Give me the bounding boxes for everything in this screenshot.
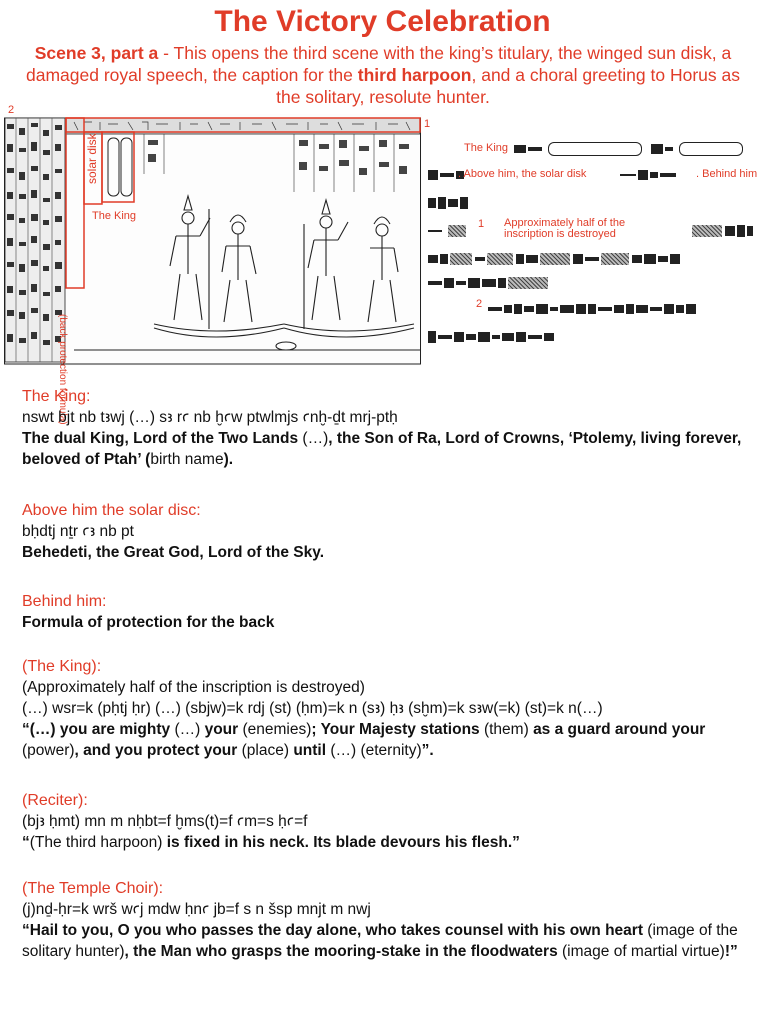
scene-intro	[18, 42, 748, 108]
translation	[22, 542, 752, 563]
section-behind-him	[22, 591, 752, 633]
translation-bold-run: “Hail to you, O you who passes the day alone, who takes counsel with his own heart	[22, 922, 648, 939]
section-reciter	[22, 790, 752, 853]
translation-run: (enemies)	[242, 721, 312, 738]
translation-run: (them)	[483, 721, 534, 738]
translation-bold-run: ).	[223, 451, 234, 468]
glyph-label-above-him: . Above him, the solar disk	[458, 168, 587, 180]
translation-run: (…)	[174, 721, 205, 738]
glyph-row-harpoon	[488, 300, 698, 314]
glyph-marker-1: 1	[478, 218, 485, 230]
relief-marker-1: 1	[424, 118, 431, 130]
glyph-row-speech-2	[428, 250, 682, 264]
translation-bold-run: , the Son of Ra, Lord of Crowns, ‘Ptolemy, living forever, beloved of Ptah’ (	[22, 430, 742, 468]
translation-run: (…) (eternity)	[330, 742, 422, 759]
intro-bold: third harpoon	[357, 65, 472, 85]
translation	[22, 428, 752, 470]
translation-bold-run: “	[22, 834, 30, 851]
intro-text-a: - This opens the third scene with the king’s titulary, the winged sun disk, a damaged royal speech, the caption for the	[26, 43, 732, 85]
translation-bold-run: is fixed in his neck. Its blade devours his flesh.”	[166, 834, 520, 851]
section-heading: Behind him:	[22, 593, 107, 610]
glyph-row-speech-1	[428, 222, 469, 236]
translation-bold-run: Formula of protection for the back	[22, 614, 275, 631]
glyph-label-destroyed: Approximately half of the inscription is destroyed	[504, 217, 626, 240]
section-king	[22, 386, 752, 470]
transliteration: bḥdtj nṯr ꜥꜣ nb pt	[22, 523, 134, 540]
translation	[22, 719, 752, 761]
translation-run: (The third harpoon)	[29, 834, 167, 851]
translation-bold-run: until	[293, 742, 331, 759]
intro-text-b: , and a choral greeting to Horus as the solitary, resolute hunter.	[276, 65, 740, 107]
destroyed-note: (Approximately half of the inscription is destroyed)	[22, 679, 365, 696]
section-solar-disc	[22, 500, 752, 563]
transliteration: (bjꜣ ḥmt) mn m nḥbt=f ḫms(t)=f ꜥm=s ḥꜥ=f	[22, 813, 308, 830]
translation-bold-run: The dual King, Lord of the Two Lands	[22, 430, 303, 447]
translation-run: (image of martial virtue)	[562, 943, 725, 960]
translation-run: (image of the solitary hunter)	[22, 922, 738, 960]
relief-label-back-protection: (back protection formula)	[57, 314, 68, 425]
page-title: The Victory Celebration	[214, 5, 551, 38]
relief-label-solar-disk: solar disk	[85, 133, 99, 184]
translation-bold-run: Behedeti, the Great God, Lord of the Sky.	[22, 544, 325, 561]
translation	[22, 832, 752, 853]
translation-bold-run: !”	[724, 943, 738, 960]
glyph-row-back	[428, 194, 470, 208]
hieroglyph-panel	[424, 118, 764, 358]
glyph-row-titulary	[514, 140, 743, 154]
translation	[22, 612, 752, 633]
section-king-speech	[22, 656, 752, 761]
glyph-label-behind-him: . Behind him	[696, 168, 758, 180]
section-heading: The King:	[22, 388, 91, 405]
glyph-row-speech-1b	[692, 222, 755, 236]
section-heading: Above him the solar disc:	[22, 502, 201, 519]
transliteration: nswt bjt nb tꜣwj (…) sꜣ rꜥ nb ḫꜥw ptwlmjs ꜥnḫ-ḏt mrj-ptḥ	[22, 409, 398, 426]
glyph-row-solar	[620, 166, 678, 180]
relief-label-the-king: The King	[92, 210, 137, 222]
translation-bold-run: , and you protect your	[74, 742, 242, 759]
translation-run: (…)	[302, 430, 329, 447]
translation-bold-run: as a guard around your	[533, 721, 706, 738]
translation-run: birth name	[150, 451, 224, 468]
transliteration: (…) wsr=k (pḥtj ḥr) (…) (sbjw)=k rdj (st) (ḥm)=k n (sꜣ) ḥꜣ (sḫm)=k sꜣw(=k) (st)=k n(…)	[22, 700, 603, 717]
translation-bold-run: “(…) you are mighty	[22, 721, 175, 738]
section-heading: (Reciter):	[22, 792, 88, 809]
scene-label: Scene 3, part a	[34, 43, 159, 63]
translation-bold-run: ; Your Majesty stations	[311, 721, 484, 738]
translation	[22, 920, 752, 962]
translation-bold-run: your	[204, 721, 243, 738]
translation-run: (place)	[241, 742, 294, 759]
section-temple-choir	[22, 878, 752, 962]
relief-marker-2: 2	[8, 104, 15, 116]
transliteration: (j)nḏ-ḥr=k wrš wꜥj mdw ḥnꜥ jb=f s n šsp mnjt m nwj	[22, 901, 371, 918]
translation-bold-run: ”.	[421, 742, 434, 759]
glyph-row-choir	[428, 328, 556, 342]
glyph-label-the-king: The King	[464, 142, 509, 154]
translation-bold-run: , the Man who grasps the mooring-stake in the floodwaters	[124, 943, 563, 960]
section-heading: (The King):	[22, 658, 102, 675]
glyph-row-speech-3	[428, 274, 551, 288]
translation-run: (power)	[22, 742, 75, 759]
section-heading: (The Temple Choir):	[22, 880, 164, 897]
glyph-marker-2: 2	[476, 298, 483, 310]
